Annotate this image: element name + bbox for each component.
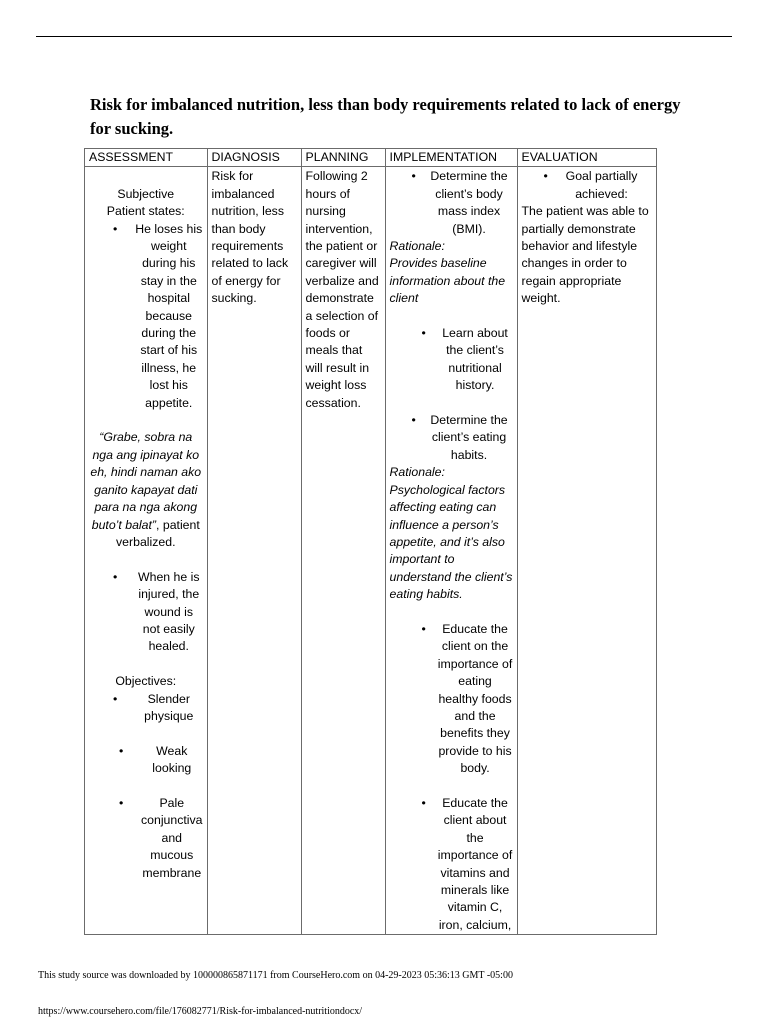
header-assessment: ASSESSMENT [85,149,208,167]
objective-weak: • Weak looking [89,743,203,778]
diagnosis-cell: Risk for imbalanced nutrition, less than body requirements related to lack of energy for sucking. [207,167,301,935]
assessment-bullet-wound: • When he is injured, the wound is not easily healed. [89,569,203,656]
header-rule [36,36,732,37]
rationale-2: Psychological factors affecting eating can influence a person’s appetite, and it’s also important to understand the client’s eating habits. [389,482,513,602]
implementation-cell [385,167,517,935]
patient-quote-suffix: , patient verbalized. [116,517,200,549]
patient-quote [89,429,203,551]
header-implementation: IMPLEMENTATION [385,149,517,167]
assessment-bullet-weight-loss: • He loses his weight during his stay in the hospital because during the start of his illness, he lost his appetite. [89,221,203,412]
planning-cell: Following 2 hours of nursing intervention, the patient or caregiver will verbalize and demonstrate a selection of foods or meals that will result in weight loss cessation. [301,167,385,935]
download-source-note: This study source was downloaded by 100000865871171 from CourseHero.com on 04-29-2023 05:36:13 GMT -05:00 [38,970,513,981]
rationale-label-2: Rationale: [389,465,445,480]
intervention-eating-habits: • Determine the client’s eating habits. [390,412,513,464]
objectives-label: Objectives: [115,674,177,689]
intervention-educate-healthy-foods: • Educate the client on the importance of eating healthy foods and the benefits they provide to his body. [390,621,513,778]
intervention-educate-vitamins: • Educate the client about the importance of vitamins and minerals like vitamin C, iron, calcium, [390,795,513,934]
patient-quote-text: “Grabe, sobra na nga ang ipinayat ko eh, hindi naman ako ganito kapayat dati para na nga akong buto’t balat” [90,430,202,532]
rationale-label-1: Rationale: [389,239,445,254]
objective-pale: • Pale conjunctiva and mucous membrane [89,795,203,882]
table-row [85,167,657,935]
assessment-cell [85,167,208,935]
source-url: https://www.coursehero.com/file/176082771/Risk-for-imbalanced-nutritiondocx/ [38,1006,363,1017]
nursing-care-plan-table [84,148,657,935]
intervention-bmi: • Determine the client’s body mass index (BMI). [390,168,513,238]
header-evaluation: EVALUATION [517,149,656,167]
subjective-label: Subjective [117,186,175,201]
rationale-1: Provides baseline information about the client [389,256,506,306]
header-planning: PLANNING [301,149,385,167]
document-title: Risk for imbalanced nutrition, less than body requirements related to lack of energy for sucking. [90,95,681,138]
patient-states-label: Patient states: [106,204,185,219]
objective-slender: • Slender physique [89,691,203,726]
header-diagnosis: DIAGNOSIS [207,149,301,167]
intervention-nutritional-history: • Learn about the client’s nutritional history. [390,325,513,395]
table-header-row [85,149,657,167]
evaluation-text: The patient was able to partially demonstrate behavior and lifestyle changes in order to regain appropriate weight. [521,204,649,306]
evaluation-cell [517,167,656,935]
evaluation-goal: • Goal partially achieved: [522,168,652,203]
